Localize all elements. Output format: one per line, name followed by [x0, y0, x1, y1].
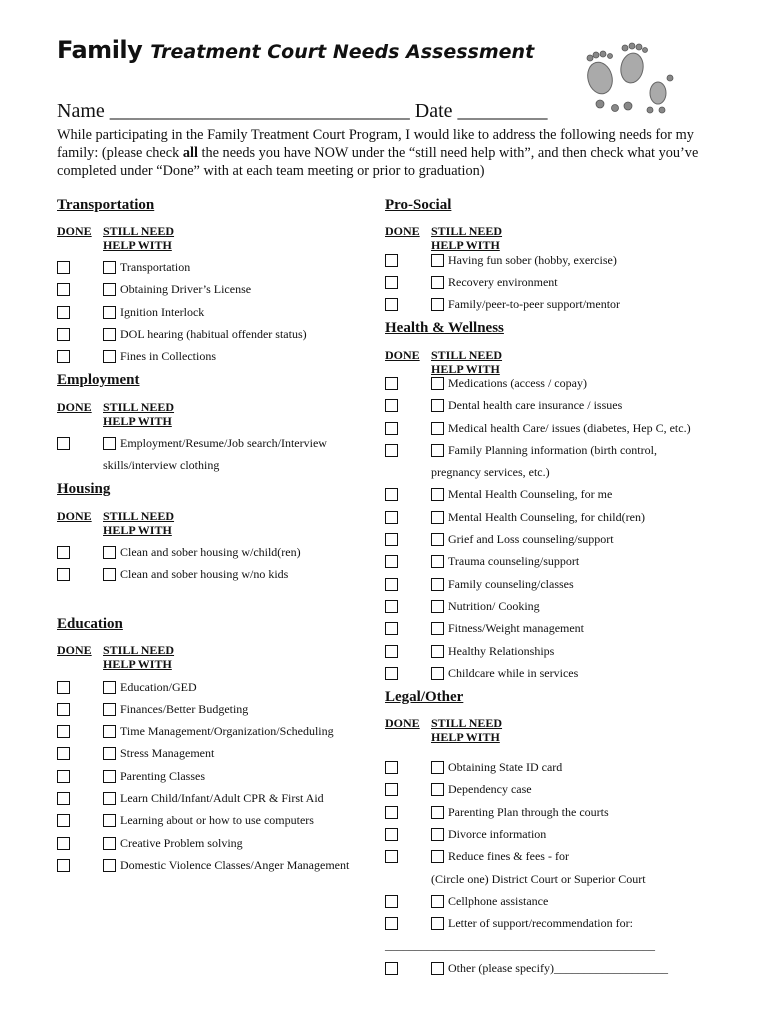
still-need-checkbox[interactable] [431, 254, 444, 267]
done-checkbox[interactable] [385, 667, 398, 680]
section-prosocial-title: Pro-Social [385, 197, 452, 213]
done-checkbox[interactable] [385, 444, 398, 457]
col-header: DONE STILL NEED HELP WITH [57, 400, 175, 428]
still-need-checkbox[interactable] [431, 578, 444, 591]
checklist-item-label: Cellphone assistance [448, 894, 549, 908]
intro-text-1: While participating in the Family Treatment Court Program, I would like to address the following needs for my family: (please check [57, 127, 694, 161]
done-checkbox[interactable] [385, 533, 398, 546]
checklist-item-label: Learning about or how to use computers [120, 813, 314, 827]
done-checkbox[interactable] [385, 555, 398, 568]
still-need-checkbox[interactable] [431, 511, 444, 524]
done-checkbox[interactable] [57, 725, 70, 738]
done-checkbox[interactable] [57, 814, 70, 827]
still-need-checkbox[interactable] [103, 328, 116, 341]
done-checkbox[interactable] [385, 645, 398, 658]
done-checkbox[interactable] [57, 792, 70, 805]
intro-bold: all [182, 145, 198, 161]
checklist-item-label: Obtaining State ID card [448, 760, 563, 774]
checklist-item-label: Fines in Collections [120, 349, 216, 363]
checklist-item-label: Finances/Better Budgeting [120, 702, 249, 716]
still-need-checkbox[interactable] [431, 962, 444, 975]
still-need-checkbox[interactable] [103, 792, 116, 805]
done-checkbox[interactable] [57, 747, 70, 760]
done-checkbox[interactable] [57, 283, 70, 296]
still-need-checkbox[interactable] [431, 533, 444, 546]
still-need-checkbox[interactable] [431, 488, 444, 501]
checklist-item-label: Other (please specify)___________________ [448, 961, 668, 975]
still-need-checkbox[interactable] [431, 645, 444, 658]
checklist-item-label: Healthy Relationships [448, 644, 555, 658]
checklist-item-label: Family Planning information (birth control, [448, 443, 657, 457]
checklist-item-label: Clean and sober housing w/child(ren) [120, 545, 301, 559]
done-checkbox[interactable] [385, 962, 398, 975]
checklist-item-label: Time Management/Organization/Scheduling [120, 724, 334, 738]
instructions [57, 126, 717, 180]
checklist-item-label: Recovery environment [448, 275, 558, 289]
name-date-line[interactable]: Name ______________________________ Date _________ [57, 100, 548, 122]
still-need-checkbox[interactable] [431, 667, 444, 680]
done-checkbox[interactable] [57, 681, 70, 694]
legal-blank-line[interactable]: _____________________________________________ [385, 938, 655, 952]
done-checkbox[interactable] [385, 917, 398, 930]
done-checkbox[interactable] [385, 850, 398, 863]
done-checkbox[interactable] [385, 488, 398, 501]
still-need-checkbox[interactable] [431, 783, 444, 796]
done-checkbox[interactable] [385, 254, 398, 267]
section-legal-title: Legal/Other [385, 689, 464, 705]
still-need-checkbox[interactable] [431, 444, 444, 457]
still-need-checkbox[interactable] [431, 806, 444, 819]
checklist-item-label: Divorce information [448, 827, 547, 841]
still-need-checkbox[interactable] [103, 703, 116, 716]
still-need-checkbox[interactable] [103, 306, 116, 319]
done-checkbox[interactable] [385, 298, 398, 311]
done-checkbox[interactable] [385, 578, 398, 591]
still-need-checkbox[interactable] [103, 837, 116, 850]
checklist-item-label: Letter of support/recommendation for: [448, 916, 633, 930]
still-need-checkbox[interactable] [103, 770, 116, 783]
done-checkbox[interactable] [57, 568, 70, 581]
done-checkbox[interactable] [57, 328, 70, 341]
section-employment-title: Employment [57, 372, 140, 388]
done-checkbox[interactable] [57, 546, 70, 559]
done-checkbox[interactable] [385, 828, 398, 841]
checklist-item-label: Dependency case [448, 782, 532, 796]
still-need-checkbox[interactable] [431, 761, 444, 774]
done-checkbox[interactable] [385, 276, 398, 289]
still-need-checkbox[interactable] [431, 600, 444, 613]
checklist-item-label: Reduce fines & fees - for [448, 849, 569, 863]
checklist-item-label: Education/GED [120, 680, 197, 694]
done-checkbox[interactable] [57, 837, 70, 850]
checklist-item-label: Mental Health Counseling, for child(ren) [448, 510, 645, 524]
done-checkbox[interactable] [57, 859, 70, 872]
done-checkbox[interactable] [385, 377, 398, 390]
done-checkbox[interactable] [385, 600, 398, 613]
footprints-logo [570, 38, 690, 118]
section-transportation-title: Transportation [57, 197, 155, 213]
done-checkbox[interactable] [57, 703, 70, 716]
checklist-item-label: Parenting Classes [120, 769, 205, 783]
col-header: DONE STILL NEED HELP WITH [57, 643, 175, 671]
checklist-item-label: Transportation [120, 260, 191, 274]
done-checkbox[interactable] [57, 350, 70, 363]
still-need-checkbox[interactable] [431, 399, 444, 412]
checklist-item-label: Nutrition/ Cooking [448, 599, 540, 613]
health-continuation: pregnancy services, etc.) [431, 465, 550, 479]
still-need-checkbox[interactable] [431, 850, 444, 863]
still-need-checkbox[interactable] [103, 568, 116, 581]
done-checkbox[interactable] [385, 806, 398, 819]
still-need-checkbox[interactable] [431, 828, 444, 841]
col-header: DONE STILL NEED HELP WITH [385, 716, 503, 744]
intro-text-2: the needs you have NOW under the “still need help with”, and then check what you’ve completed under “Done” with at each team meeting or prior to graduation) [57, 145, 699, 179]
still-need-checkbox[interactable] [103, 283, 116, 296]
title-rest: Treatment Court Needs Assessment [150, 41, 535, 63]
col-header [57, 224, 175, 252]
legal-continuation: (Circle one) District Court or Superior Court [431, 872, 646, 886]
still-need-checkbox[interactable] [431, 298, 444, 311]
still-need-checkbox[interactable] [431, 377, 444, 390]
done-checkbox[interactable] [385, 422, 398, 435]
still-need-checkbox[interactable] [431, 917, 444, 930]
checklist-item-label: Having fun sober (hobby, exercise) [448, 253, 617, 267]
still-need-checkbox[interactable] [431, 422, 444, 435]
checklist-item-label: Dental health care insurance / issues [448, 398, 623, 412]
checklist-item-label: Family counseling/classes [448, 577, 574, 591]
checklist-item-label: Parenting Plan through the courts [448, 805, 609, 819]
still-need-checkbox[interactable] [431, 622, 444, 635]
checklist-item-label: Grief and Loss counseling/support [448, 532, 614, 546]
checklist-item-label: Childcare while in services [448, 666, 579, 680]
still-need-checkbox[interactable] [103, 546, 116, 559]
col-header: DONE STILL NEED HELP WITH [385, 224, 503, 252]
done-checkbox[interactable] [385, 783, 398, 796]
checklist-item-label: Family/peer-to-peer support/mentor [448, 297, 621, 311]
done-checkbox[interactable] [57, 770, 70, 783]
title-family: Family [57, 36, 143, 64]
still-need-checkbox[interactable] [431, 555, 444, 568]
done-header: DONE [57, 224, 92, 238]
still-need-checkbox[interactable] [103, 437, 116, 450]
done-checkbox[interactable] [385, 895, 398, 908]
still-need-checkbox[interactable] [103, 859, 116, 872]
still-need-checkbox[interactable] [103, 814, 116, 827]
checklist-item-label: Medical health Care/ issues (diabetes, Hep C, etc.) [448, 421, 691, 435]
section-health-title: Health & Wellness [385, 320, 504, 336]
checklist-item-label: Employment/Resume/Job search/Interview [120, 436, 327, 450]
still-need-checkbox[interactable] [103, 681, 116, 694]
done-checkbox[interactable] [385, 399, 398, 412]
done-checkbox[interactable] [385, 622, 398, 635]
checklist-item-label: Creative Problem solving [120, 836, 243, 850]
still-need-checkbox[interactable] [431, 895, 444, 908]
checklist-item-label: Learn Child/Infant/Adult CPR & First Aid [120, 791, 324, 805]
still-need-checkbox[interactable] [431, 276, 444, 289]
form-title [57, 36, 534, 64]
still-need-checkbox[interactable] [103, 747, 116, 760]
checklist-item-label: Domestic Violence Classes/Anger Management [120, 858, 350, 872]
checklist-item-label: Obtaining Driver’s License [120, 282, 252, 296]
done-checkbox[interactable] [57, 437, 70, 450]
checklist-item-label: Mental Health Counseling, for me [448, 487, 613, 501]
employment-continuation: skills/interview clothing [103, 458, 220, 472]
checklist-item-label: Ignition Interlock [120, 305, 205, 319]
checklist-item-label: Trauma counseling/support [448, 554, 580, 568]
done-checkbox[interactable] [385, 761, 398, 774]
col-header: DONE STILL NEED HELP WITH [57, 509, 175, 537]
checklist-item-label: Clean and sober housing w/no kids [120, 567, 289, 581]
col-header: DONE STILL NEED HELP WITH [385, 348, 503, 376]
section-education-title: Education [57, 616, 123, 632]
checklist-item-label: Medications (access / copay) [448, 376, 587, 390]
still-need-header: STILL NEED HELP WITH [103, 224, 175, 252]
done-checkbox[interactable] [57, 306, 70, 319]
section-housing-title: Housing [57, 481, 111, 497]
still-need-checkbox[interactable] [103, 350, 116, 363]
done-checkbox[interactable] [57, 261, 70, 274]
still-need-checkbox[interactable] [103, 725, 116, 738]
done-checkbox[interactable] [385, 511, 398, 524]
checklist-item-label: DOL hearing (habitual offender status) [120, 327, 307, 341]
still-need-checkbox[interactable] [103, 261, 116, 274]
checklist-item-label: Fitness/Weight management [448, 621, 585, 635]
checklist-item-label: Stress Management [120, 746, 215, 760]
